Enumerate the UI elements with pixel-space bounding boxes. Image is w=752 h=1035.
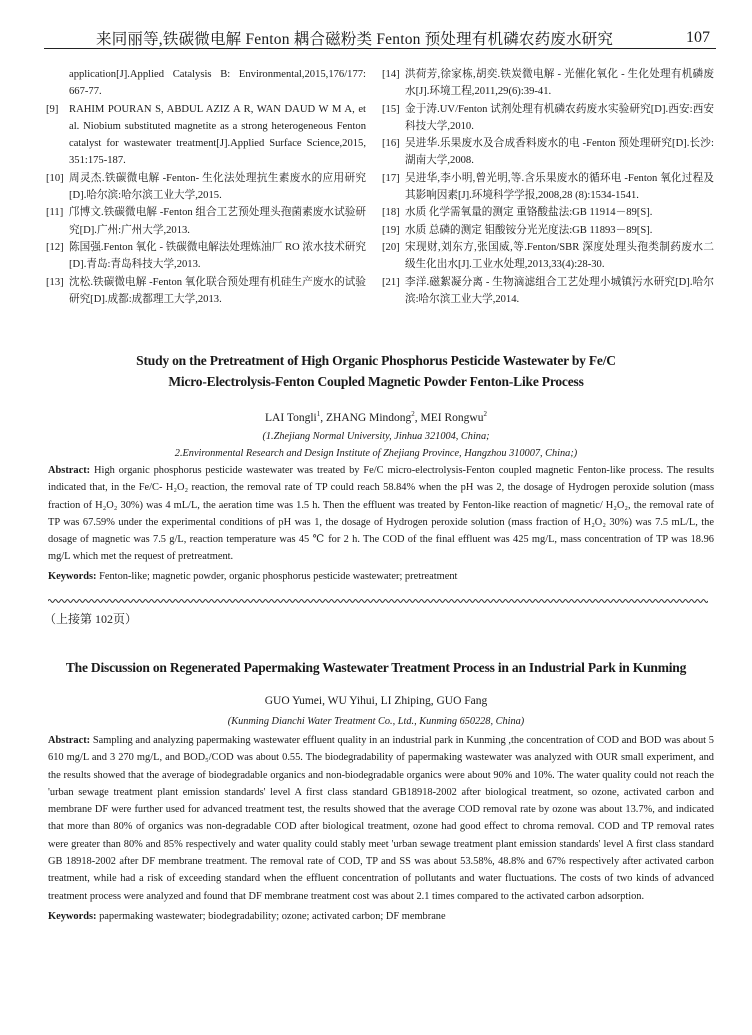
article1-title-line2: Micro-Electrolysis-Fenton Coupled Magnetic Powder Fenton-Like Process — [168, 374, 584, 389]
reference-item — [384, 135, 714, 170]
reference-text: 金于涛.UV/Fenton 试剂处理有机磷农药废水实验研究[D].西安:西安科技大学,2010. — [405, 103, 714, 132]
article2-title: The Discussion on Regenerated Papermaking Wastewater Treatment Process in an Industrial Park in Kunming — [65, 660, 687, 675]
reference-item — [48, 204, 366, 239]
reference-text: 水质 化学需氧量的测定 重铬酸盐法:GB 11914－89[S]. — [405, 207, 653, 219]
reference-item — [48, 239, 366, 274]
reference-number: [17] — [382, 172, 400, 184]
reference-text: 水质 总磷的测定 钼酸铵分光光度法:GB 11893－89[S]. — [405, 224, 653, 236]
reference-item — [48, 274, 366, 309]
article2-keywords — [48, 911, 714, 922]
reference-text: application[J].Applied Catalysis B: Environmental,2015,176/177: 667-77. — [69, 69, 366, 98]
reference-text: 陈国强.Fenton 氧化 - 铁碳微电解法处理炼油厂 RO 浓水技术研究[D].青岛:青岛科技大学,2013. — [69, 241, 366, 271]
reference-item — [384, 170, 714, 205]
reference-item — [384, 222, 714, 239]
references-left-column — [48, 66, 366, 308]
continued-from-note: （上接第 102页） — [44, 612, 138, 626]
reference-text: 吴进华.乐果废水及合成香料废水的电 -Fenton 预处理研究[D].长沙:湖南大学,2008. — [405, 138, 714, 167]
reference-number: [16] — [382, 138, 400, 150]
keywords-label: Keywords: — [48, 911, 97, 922]
author-affiliation-mark: 2 — [483, 410, 487, 418]
article1-affiliations — [40, 428, 712, 462]
reference-text: 李洋.磁絮凝分离 - 生物滴滤组合工艺处理小城镇污水研究[D].哈尔滨:哈尔滨工业大学,2014. — [405, 276, 714, 305]
affiliation-line: 2.Environmental Research and Design Institute of Zhejiang Province, Hangzhou 310007, China;) — [174, 448, 578, 459]
references-right-column — [384, 66, 714, 308]
reference-number: [15] — [382, 103, 400, 115]
author-affiliation-mark: 2 — [411, 410, 415, 418]
article2-authors: GUO Yumei, WU Yihui, LI Zhiping, GUO Fang — [264, 695, 488, 707]
reference-item — [384, 239, 714, 274]
article1-authors: LAI Tongli$^1$, ZHANG Mindong$^2$, MEI Rongwu$^2$ — [265, 410, 487, 424]
article2-affiliation: (Kunming Dianchi Water Treatment Co., Ltd., Kunming 650228, China) — [227, 716, 525, 727]
author-affiliation-mark: 1 — [316, 410, 321, 418]
reference-text: 吴进华,李小明,曾光明,等.含乐果废水的循环电 -Fenton 氧化过程及其影响因素[J].环境科学学报,2008,28 (8):1534-1541. — [405, 172, 714, 202]
reference-item — [384, 204, 714, 221]
article1-title — [40, 350, 712, 392]
reference-item — [384, 66, 714, 101]
reference-item — [48, 101, 366, 170]
abstract-text: High organic phosphorus pesticide wastewater was treated by Fe/C micro-electrolysis-Fenton coupled magnetic Fenton-like process. The results indicated that, in the Fe/C- H₂O₂ reaction, the removal rate of TP could reach 58.84% when the pH was 2, the dosage of Hydrogen peroxide solution (mass fraction of H₂O₂ 30%) was 4 mL/L, the aeration time was 1.5 h. Then the effluent was treated by Fenton-like reaction of magnetic/ H₂O₂, the removal rate of TP was 67.59% under the experimental conditions of pH was 1, the dosage of Hydrogen peroxide solution (mass fraction of H₂O₂ 30%) was 7.5 mL/L, the dosage of magnetic was 7.5 g/L, reaction temperature was 45 ℃ for 2 h. The COD of the final effluent was 425 mg/L, mass concentration of TP was 18.96 mg/L which met the request of pretreatment. — [48, 465, 714, 563]
keywords-label: Keywords: — [48, 571, 97, 582]
reference-number: [18] — [382, 207, 400, 219]
keywords-text: Fenton-like; magnetic powder, organic phosphorus pesticide wastewater; pretreatment — [99, 571, 458, 582]
page-number: 107 — [686, 29, 710, 46]
abstract-label: Abstract: — [48, 465, 91, 476]
reference-item — [384, 274, 714, 309]
reference-item — [48, 170, 366, 205]
article1-keywords — [48, 571, 714, 582]
author-name: LAI Tongli — [265, 411, 317, 424]
reference-text: 宋现财,刘东方,张国威,等.Fenton/SBR 深度处理头孢类制药废水二级生化出水[J].工业水处理,2013,33(4):28-30. — [405, 241, 714, 271]
reference-number: [11] — [46, 207, 64, 219]
keywords-text: papermaking wastewater; biodegradability; ozone; activated carbon; DF membrane — [99, 911, 446, 922]
running-header — [44, 24, 716, 49]
reference-item — [384, 101, 714, 136]
reference-number: [21] — [382, 276, 400, 288]
reference-text: 洪荷芳,徐家栋,胡奕.铁炭微电解 - 光催化氧化 - 生化处理有机磷废水[J].环境工程,2011,29(6):39-41. — [405, 69, 714, 98]
author-name: ZHANG Mindong — [325, 411, 412, 424]
reference-number: [14] — [382, 69, 400, 80]
abstract-label: Abstract: — [48, 735, 91, 746]
reference-number: [10] — [46, 172, 64, 184]
reference-text: 邝博文.铁碳微电解 -Fenton 组合工艺预处理头孢菌素废水试验研究[D].广州:广州大学,2013. — [69, 207, 366, 236]
abstract-text: Sampling and analyzing papermaking wastewater effluent quality in an industrial park in Kunming ,the concentration of COD and BOD was about 5 610 mg/L and 3 270 mg/L, and BOD₅/COD was about 0.55. The biodegradability of papermaking wastewater was analyzed with OUR small experiment, and the results showed that the average of biodegradable organics and non-biodegradable organics were about 90% and 10%. The water quality could not reach the 'urban sewage treatment plant emission standards' level A first class standard GB18918-2002 after biological treatment, so ozone, activated carbon and membrane DF were further used for advanced treatment test, the results showed that the average COD removal rate by ozone was about 13.7%, and indicated that more than 80% of organics was non-degradable COD after biological treatment, ozone had good effect to chroma removal. COD and TP removal rates were greater than 80% and 85% respectively and water quality could stably meet 'urban sewage treatment plant emission standards' level A first class standard GB 18918-2002 after DF membrane treatment. The removal rate of COD, TP and SS was about 53.58%, 48.8% and 67% respectively after activated carbon treatment, while had a risk of exceeding standard when the effluent concentration of pollutants and water fluctuations. The costs of two kinds of advanced treatment process were analyzed and found that DF membrane treatment cost was about 2.1 times compared to the activated carbon adsorption. — [48, 735, 714, 902]
reference-item — [48, 66, 366, 101]
article1-title-line1: Study on the Pretreatment of High Organic Phosphorus Pesticide Wastewater by Fe/C — [136, 353, 616, 368]
article1-abstract — [48, 462, 714, 566]
reference-number: [19] — [382, 224, 400, 236]
affiliation-line: (1.Zhejiang Normal University, Jinhua 321004, China; — [262, 431, 490, 442]
reference-number: [12] — [46, 241, 64, 253]
running-header-title: 来同丽等,铁碳微电解 Fenton 耦合磁粉类 Fenton 预处理有机磷农药废水研究 — [96, 31, 614, 48]
reference-number: [20] — [382, 241, 400, 253]
reference-text: 周灵杰.铁碳微电解 -Fenton- 生化法处理抗生素废水的应用研究[D].哈尔滨:哈尔滨工业大学,2015. — [69, 172, 366, 202]
reference-text: RAHIM POURAN S, ABDUL AZIZ A R, WAN DAUD W M A, et al. Niobium substituted magnetite as a strong heterogeneous Fenton catalyst for wastewater treatment[J].Applied Surface Science,2015, 351:175-187. — [69, 103, 366, 167]
author-name: MEI Rongwu — [420, 411, 484, 424]
reference-number: [9] — [46, 103, 59, 115]
article2-abstract — [48, 732, 714, 905]
wavy-divider — [48, 598, 708, 604]
reference-number: [13] — [46, 276, 64, 288]
reference-text: 沈松.铁碳微电解 -Fenton 氧化联合预处理有机硅生产废水的试验研究[D].成都:成都理工大学,2013. — [69, 276, 366, 305]
